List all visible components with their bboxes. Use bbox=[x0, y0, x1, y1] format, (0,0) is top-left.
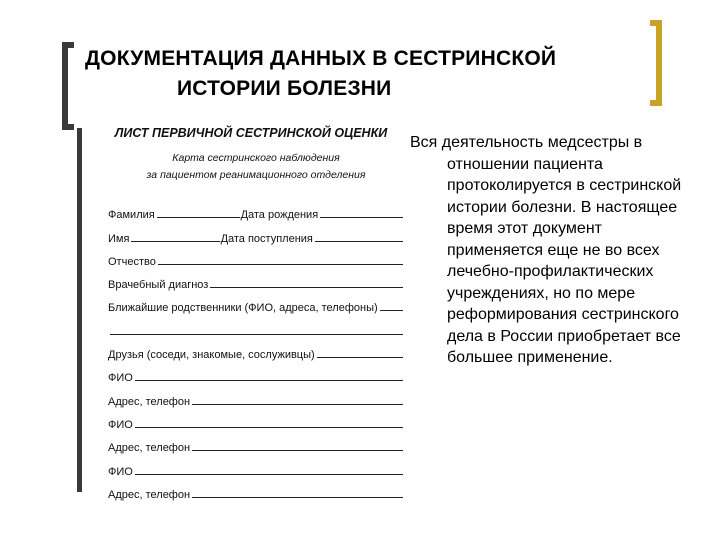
address-field[interactable] bbox=[192, 497, 403, 498]
name-label: Имя bbox=[108, 232, 130, 245]
surname-field[interactable] bbox=[157, 217, 240, 218]
friends-field[interactable] bbox=[317, 357, 403, 358]
admission-date-label: Дата поступления bbox=[220, 232, 313, 245]
form-row-patronymic bbox=[108, 245, 404, 268]
form-row-diagnosis bbox=[108, 268, 404, 291]
form-row-friends bbox=[108, 338, 404, 361]
name-field[interactable] bbox=[131, 241, 219, 242]
fio-label: ФИО bbox=[108, 465, 133, 478]
slide-title-line-1: ДОКУМЕНТАЦИЯ ДАННЫХ В СЕСТРИНСКОЙ bbox=[85, 47, 557, 70]
fio-field[interactable] bbox=[135, 427, 403, 428]
fio-field[interactable] bbox=[135, 380, 403, 381]
form-subtitle-line-2: за пациентом реанимационного отделения bbox=[146, 169, 366, 181]
form-row-name bbox=[108, 221, 404, 244]
form-row-address-2 bbox=[108, 431, 404, 454]
nursing-assessment-form bbox=[108, 120, 404, 500]
vertical-divider bbox=[77, 128, 82, 492]
right-bracket-decoration bbox=[650, 20, 662, 106]
address-label: Адрес, телефон bbox=[108, 442, 191, 455]
slide-title bbox=[85, 44, 645, 104]
form-row-fio-3 bbox=[108, 454, 404, 477]
description-continuation: отношении пациента протоколируется в сестринской истории болезни. В настоящее время этот документ применяется еще не во всех лечебно-профилактических учреждениях, но по мере реформирования сестринского дела в России приобретает все большее применение. bbox=[447, 155, 682, 366]
slide-title-line-2: ИСТОРИИ БОЛЕЗНИ bbox=[177, 77, 392, 100]
friends-label: Друзья (соседи, знакомые, сослуживцы) bbox=[108, 349, 315, 362]
left-bracket-decoration bbox=[62, 42, 74, 130]
birth-date-field[interactable] bbox=[320, 217, 403, 218]
address-label: Адрес, телефон bbox=[108, 395, 191, 408]
form-row-fio-1 bbox=[108, 361, 404, 384]
admission-date-field[interactable] bbox=[315, 241, 403, 242]
form-row-relatives bbox=[108, 291, 404, 314]
relatives-field[interactable] bbox=[380, 310, 403, 311]
fio-label: ФИО bbox=[108, 372, 133, 385]
surname-label: Фамилия bbox=[108, 209, 155, 222]
form-row-fio-2 bbox=[108, 408, 404, 431]
diagnosis-field[interactable] bbox=[210, 287, 403, 288]
relatives-label: Ближайшие родственники (ФИО, адреса, телефоны) bbox=[108, 302, 378, 315]
address-label: Адрес, телефон bbox=[108, 488, 191, 501]
fio-label: ФИО bbox=[108, 418, 133, 431]
form-row-surname bbox=[108, 198, 404, 221]
form-subtitle bbox=[108, 150, 404, 184]
form-row-relatives-continued bbox=[108, 314, 404, 337]
diagnosis-label: Врачебный диагноз bbox=[108, 279, 209, 292]
patronymic-field[interactable] bbox=[158, 264, 403, 265]
description-text bbox=[410, 132, 700, 369]
relatives-field-continued[interactable] bbox=[110, 334, 403, 335]
form-row-address-1 bbox=[108, 384, 404, 407]
birth-date-label: Дата рождения bbox=[240, 209, 319, 222]
form-title: ЛИСТ ПЕРВИЧНОЙ СЕСТРИНСКОЙ ОЦЕНКИ bbox=[114, 126, 388, 140]
fio-field[interactable] bbox=[135, 474, 403, 475]
address-field[interactable] bbox=[192, 450, 403, 451]
description-first-line: Вся деятельность медсестры в bbox=[410, 134, 643, 151]
patronymic-label: Отчество bbox=[108, 255, 156, 268]
form-header bbox=[108, 126, 404, 184]
form-row-address-3 bbox=[108, 478, 404, 501]
address-field[interactable] bbox=[192, 404, 403, 405]
form-subtitle-line-1: Карта сестринского наблюдения bbox=[172, 152, 340, 164]
form-fields bbox=[108, 198, 404, 501]
